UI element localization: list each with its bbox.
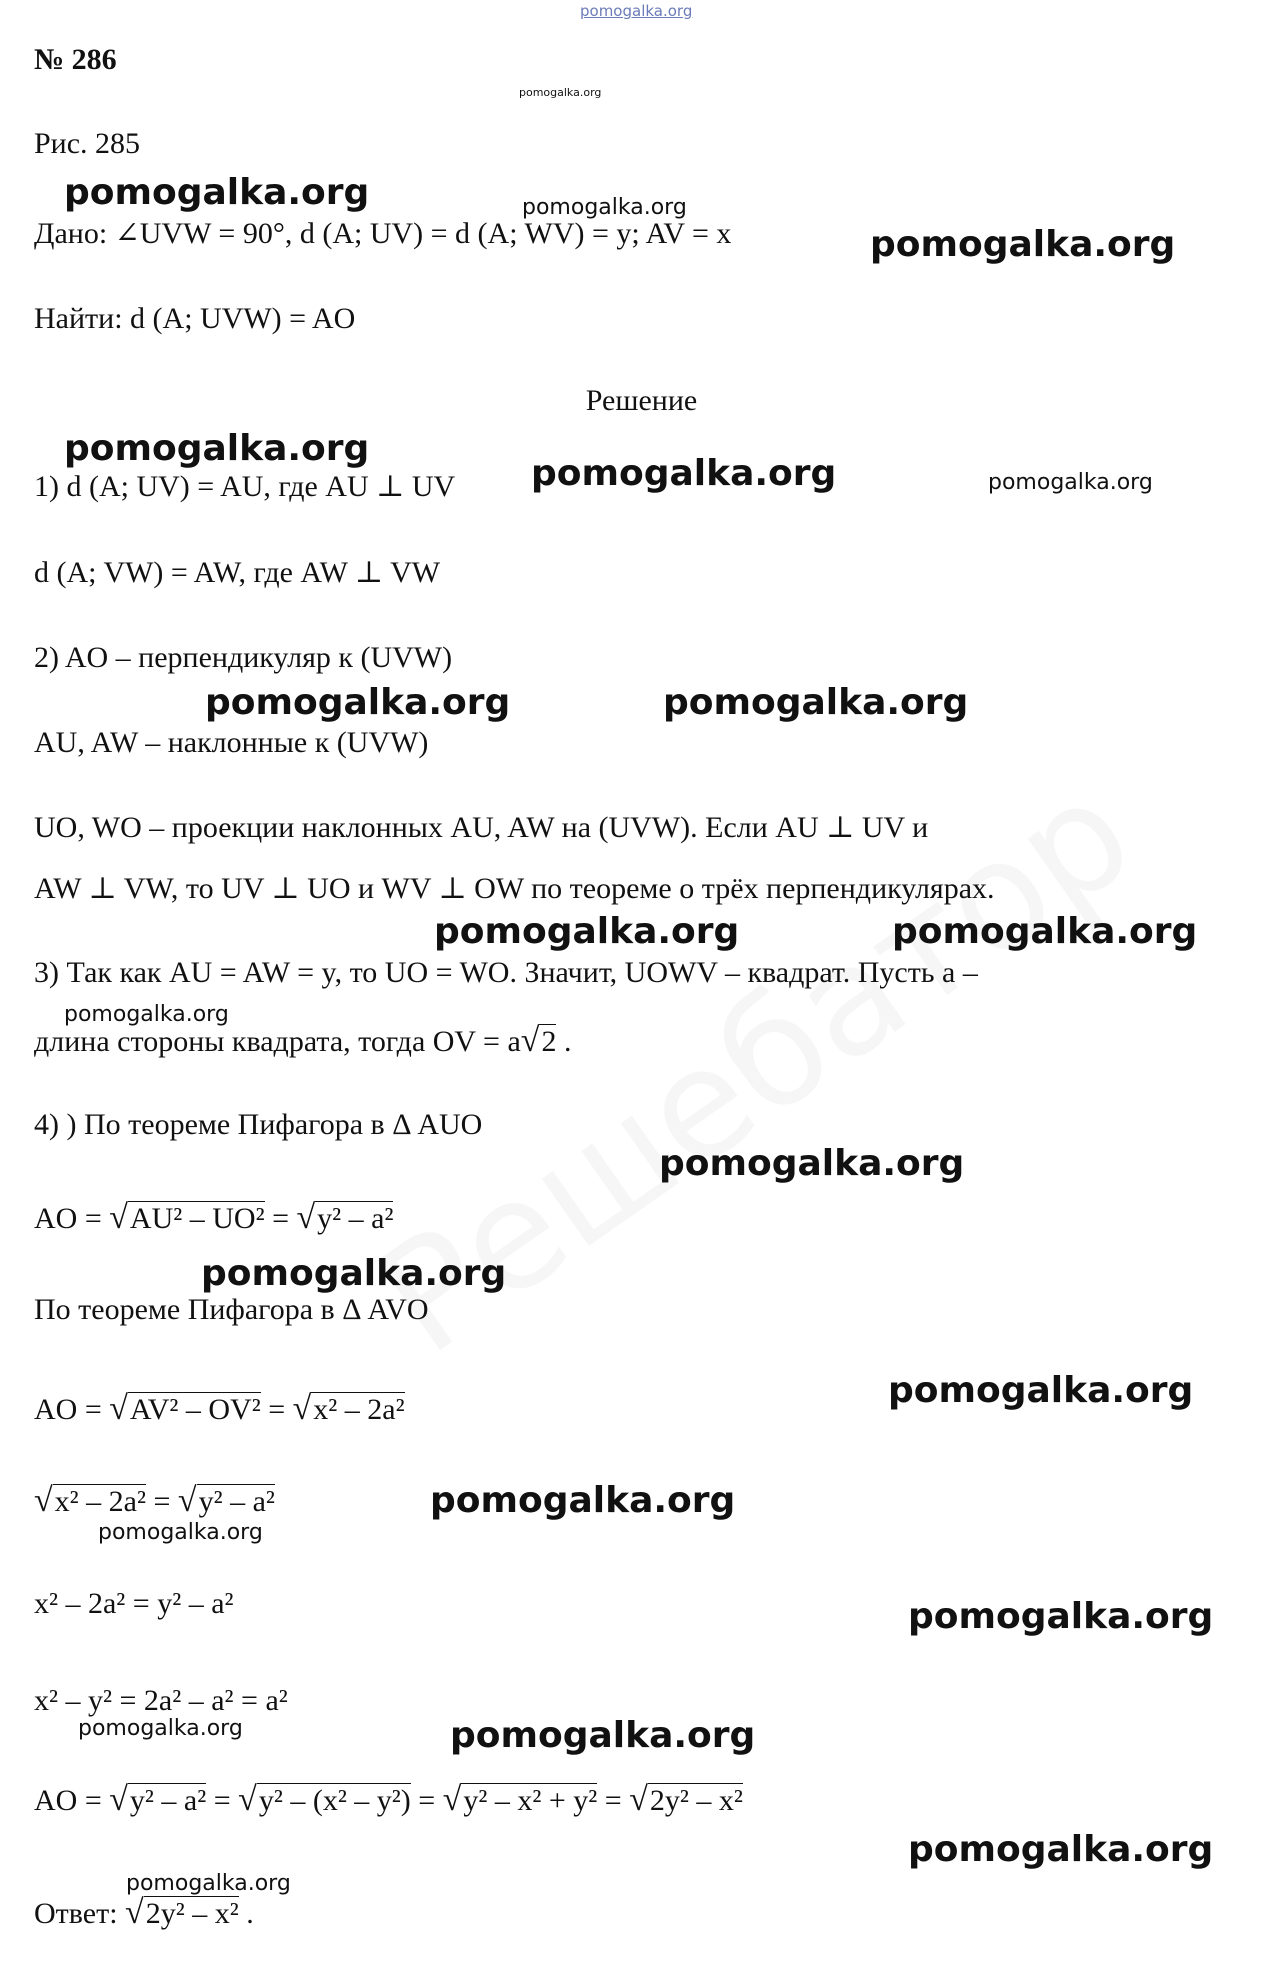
- eq6-radicand-4: 2y² – x²: [649, 1784, 743, 1817]
- answer-radicand: 2y² – x²: [145, 1897, 239, 1930]
- watermark: pomogalka.org: [126, 1871, 291, 1896]
- eq6-lhs: AO =: [34, 1784, 110, 1817]
- radical-sign-icon: √: [109, 1781, 128, 1818]
- eq1-radicand-1: AU² – UO²: [129, 1202, 265, 1235]
- eq1-radicand-2: y² – a²: [317, 1202, 394, 1235]
- equation-3: [34, 1483, 275, 1520]
- eq3-equals: =: [145, 1485, 178, 1518]
- step-4b: По теореме Пифагора в Δ AVO: [34, 1293, 429, 1326]
- radical-sign-icon: √: [520, 1022, 540, 1059]
- watermark: pomogalka.org: [78, 1716, 243, 1741]
- watermark: pomogalka.org: [988, 470, 1153, 495]
- radical-sign-icon: √: [34, 1482, 53, 1519]
- step-1a: 1) d (A; UV) = AU, где AU ⊥ UV: [34, 470, 456, 503]
- step-2b: AU, AW – наклонные к (UVW): [34, 726, 429, 759]
- eq6-radicand-2: y² – (x² – y²): [258, 1784, 411, 1817]
- equation-2: [34, 1391, 405, 1428]
- step-3b: [34, 1023, 571, 1060]
- eq2-equals: =: [260, 1393, 293, 1426]
- radical-sign-icon: √: [296, 1199, 316, 1236]
- solution-heading: Решение: [585, 384, 698, 417]
- answer-end: .: [238, 1897, 254, 1930]
- step-1b: d (A; VW) = AW, где AW ⊥ VW: [34, 556, 441, 589]
- eq1-lhs: AO =: [34, 1202, 110, 1235]
- step-3a: 3) Так как AU = AW = y, то UO = WO. Значит, UOWV – квадрат. Пусть a –: [34, 956, 978, 989]
- find-text: Найти: d (A; UVW) = AO: [34, 302, 356, 335]
- watermark: pomogalka.org: [659, 1143, 965, 1184]
- eq3-radicand-1: x² – 2a²: [54, 1485, 146, 1518]
- step-2c: UO, WO – проекции наклонных AU, AW на (UVW). Если AU ⊥ UV и: [34, 811, 929, 844]
- eq2-lhs: AO =: [34, 1393, 110, 1426]
- eq1-equals: =: [264, 1202, 297, 1235]
- watermark: pomogalka.org: [430, 1480, 736, 1521]
- radical-sign-icon: √: [292, 1390, 312, 1427]
- radicand: 2: [541, 1025, 557, 1058]
- step-3b-end: .: [556, 1025, 572, 1058]
- watermark: pomogalka.org: [531, 453, 837, 494]
- radical-sign-icon: √: [442, 1781, 462, 1818]
- watermark: pomogalka.org: [870, 224, 1176, 265]
- watermark: pomogalka.org: [663, 682, 969, 723]
- step-3b-text: длина стороны квадрата, тогда OV = a: [34, 1025, 521, 1058]
- watermark: pomogalka.org: [64, 1002, 229, 1027]
- radical-sign-icon: √: [125, 1894, 144, 1931]
- equation-6: [34, 1782, 743, 1819]
- watermark: pomogalka.org: [98, 1520, 263, 1545]
- given-text: Дано: ∠UVW = 90°, d (A; UV) = d (A; WV) = y; AV = x: [34, 217, 732, 250]
- figure-reference: Рис. 285: [34, 127, 141, 160]
- watermark: pomogalka.org: [64, 172, 370, 213]
- watermark: pomogalka.org: [522, 195, 687, 220]
- step-4a: 4) ) По теореме Пифагора в Δ AUO: [34, 1108, 483, 1141]
- answer-label: Ответ:: [34, 1897, 126, 1930]
- radical-sign-icon: √: [238, 1781, 257, 1818]
- watermark: pomogalka.org: [64, 428, 370, 469]
- eq3-radicand-2: y² – a²: [198, 1485, 275, 1518]
- radical-sign-icon: √: [177, 1482, 197, 1519]
- watermark: pomogalka.org: [892, 911, 1198, 952]
- watermark: pomogalka.org: [888, 1370, 1194, 1411]
- eq6-radicand-3: y² – x² + y²: [463, 1784, 598, 1817]
- watermark: pomogalka.org: [434, 911, 740, 952]
- eq6-radicand-1: y² – a²: [129, 1784, 207, 1817]
- eq2-radicand-2: x² – 2a²: [313, 1393, 405, 1426]
- step-2a: 2) AO – перпендикуляр к (UVW): [34, 641, 453, 674]
- step-2d: AW ⊥ VW, то UV ⊥ UO и WV ⊥ OW по теореме о трёх перпендикулярах.: [34, 872, 995, 905]
- radical-sign-icon: √: [109, 1199, 128, 1236]
- equation-1: [34, 1200, 393, 1237]
- top-watermark[interactable]: pomogalka.org: [580, 2, 693, 20]
- eq6-equals-1: =: [206, 1784, 239, 1817]
- problem-number: № 286: [34, 43, 117, 76]
- watermark: pomogalka.org: [450, 1715, 756, 1756]
- watermark: pomogalka.org: [908, 1596, 1214, 1637]
- equation-5: x² – y² = 2a² – a² = a²: [34, 1684, 288, 1717]
- watermark: pomogalka.org: [519, 86, 602, 99]
- radical-sign-icon: √: [109, 1390, 128, 1427]
- equation-4: x² – 2a² = y² – a²: [34, 1587, 234, 1620]
- watermark: pomogalka.org: [205, 682, 511, 723]
- eq6-equals-3: =: [597, 1784, 630, 1817]
- watermark: pomogalka.org: [201, 1253, 507, 1294]
- watermark: pomogalka.org: [908, 1829, 1214, 1870]
- eq6-equals-2: =: [410, 1784, 443, 1817]
- eq2-radicand-1: AV² – OV²: [129, 1393, 261, 1426]
- radical-sign-icon: √: [629, 1781, 648, 1818]
- answer: [34, 1895, 254, 1932]
